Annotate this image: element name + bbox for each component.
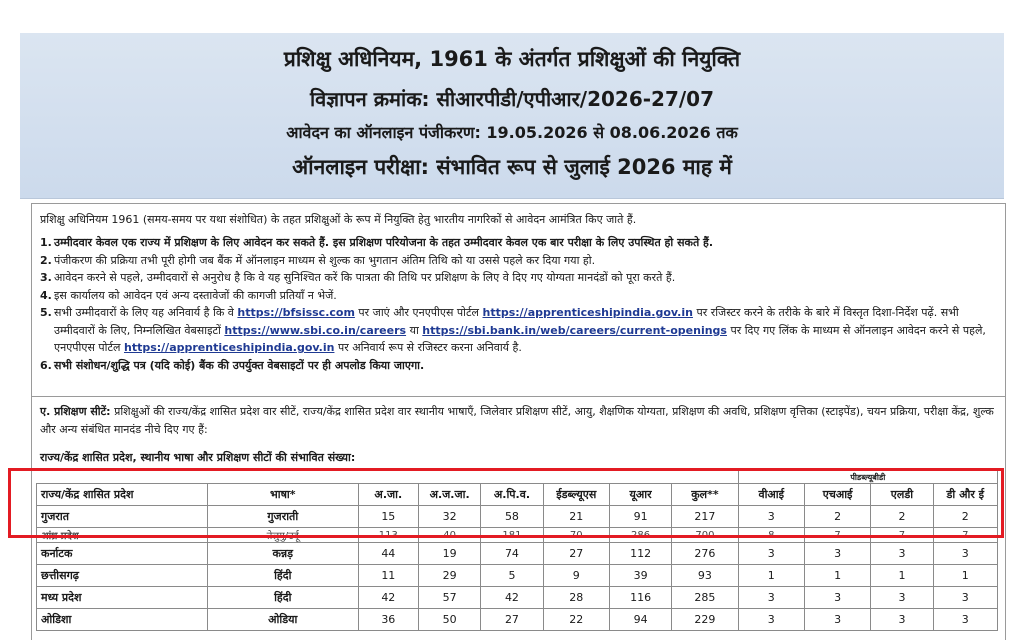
exam-schedule: ऑनलाइन परीक्षा: संभावित रूप से जुलाई 2026 माह में	[292, 155, 732, 179]
sbi-current-openings-link[interactable]: https://sbi.bank.in/web/careers/current-openings	[422, 323, 727, 337]
col-st: अ.ज.जा.	[418, 484, 480, 506]
bfsissc-link[interactable]: https://bfsissc.com	[237, 306, 355, 319]
table-row: कर्नाटक कन्नड़ 44 19 74 27 112 276 3 3 3 3	[37, 543, 998, 565]
col-total: कुल**	[672, 484, 738, 506]
naps-portal-link-2[interactable]: https://apprenticeshipindia.gov.in	[123, 341, 335, 354]
table-row: गुजरात गुजराती 15 32 58 21 91 217 3 2 2 2	[37, 506, 998, 528]
list-item: 3. आवेदन करने से पहले, उम्मीदवारों से अनुरोध है कि वे यह सुनिश्चित करें कि पात्रता की तिथि पर प्रशिक्षण के लिए वे दिए गए योग्यता मानदंडों को पूरा करते हैं.	[40, 271, 676, 284]
advertisement-number: विज्ञापन क्रमांक: सीआरपीडी/एपीआर/2026-27/07	[309, 87, 715, 111]
col-language: भाषा*	[207, 484, 358, 506]
sbi-careers-link[interactable]: https://www.sbi.co.in/careers	[224, 323, 407, 337]
table-row-partial: आंध्र प्रदेश तेलुगु/उर्दू 113 40 181 70 286 700 8 7 7 7	[37, 528, 998, 543]
naps-portal-link[interactable]: https://apprenticeshipindia.gov.in	[482, 306, 693, 319]
table-title: राज्य/केंद्र शासित प्रदेश, स्थानीय भाषा और प्रशिक्षण सीटों की संभावित संख्या:	[40, 451, 356, 464]
section-a: ए. प्रशिक्षण सीटें: प्रशिक्षुओं की राज्य/केंद्र शासित प्रदेश वार सीटें, राज्य/केंद्र शासित प्रदेश वार स्थानीय भाषाएँ, जिलेवार प्रशिक्षण सीटें, आयु, शैक्षणिक योग्यता, प्रशिक्षण की अवधि, प्रशिक्षण वृत्तिका (स्टाइपेंड), चयन प्रक्रिया, परीक्षा केंद्र, शुल्क और अन्य संबंधित मानदंड नीचे दिए गए हैं:	[40, 405, 994, 436]
col-vi: वीआई	[738, 484, 804, 506]
page-title: प्रशिक्षु अधिनियम, 1961 के अंतर्गत प्रशिक्षुओं की नियुक्ति	[283, 47, 741, 71]
list-item: 2. पंजीकरण की प्रक्रिया तभी पूरी होगी जब बैंक में ऑनलाइन माध्यम से शुल्क का भुगतान अंतिम तिथि को या उससे पहले कर दिया गया हो.	[40, 253, 596, 267]
table-row: मध्य प्रदेश हिंदी 42 57 42 28 116 285 3 3 3 3	[37, 587, 998, 609]
table-row: ओडिशा ओडिया 36 50 27 22 94 229 3 3 3 3	[37, 609, 998, 631]
table-row: छत्तीसगढ़ हिंदी 11 29 5 9 39 93 1 1 1 1	[37, 565, 998, 587]
list-item: 5. सभी उम्मीदवारों के लिए यह अनिवार्य है कि वे https://bfsissc.com पर जाएं और एनएपीएस पोर्टल https://apprenticeshipindia.gov.in पर रजिस्टर करने के तरीके के बारे में विस्तृत दिशा-निर्देश पढ़ें. सभी उम्मीदवारों के लिए, निम्नलिखित वेबसाइटों https://www.sbi.co.in/careers या https://sbi.bank.in/web/careers/current-openings पर दिए गए लिंक के माध्यम से ऑनलाइन आवेदन करने से पहले, एनएपीएस पोर्टल https://apprenticeshipindia.gov.in पर अनिवार्य रूप से रजिस्टर करना अनिवार्य है.	[40, 306, 986, 354]
divider	[32, 396, 1005, 397]
col-hi: एचआई	[804, 484, 870, 506]
col-die: डी और ई	[933, 484, 997, 506]
instructions-list	[40, 234, 995, 374]
seats-table	[36, 470, 998, 631]
col-ews: ईडब्ल्यूएस	[543, 484, 609, 506]
registration-dates: आवेदन का ऑनलाइन पंजीकरण: 19.05.2026 से 08.06.2026 तक	[286, 123, 738, 142]
list-item: 6. सभी संशोधन/शुद्धि पत्र (यदि कोई) बैंक की उपर्युक्त वेबसाइटों पर ही अपलोड किया जाएगा.	[40, 358, 425, 372]
col-sc: अ.जा.	[358, 484, 418, 506]
col-obc: अ.पि.व.	[481, 484, 543, 506]
pwbd-header: पीडब्ल्यूबीडी	[738, 471, 997, 484]
col-ur: यूआर	[609, 484, 671, 506]
list-item: 1. उम्मीदवार केवल एक राज्य में प्रशिक्षण के लिए आवेदन कर सकते हैं. इस प्रशिक्षण परियोजना के तहत उम्मीदवार केवल एक बार परीक्षा के लिए उपस्थित हो सकते हैं.	[40, 236, 714, 249]
header-banner	[20, 33, 1004, 199]
intro-text: प्रशिक्षु अधिनियम 1961 (समय-समय पर यथा संशोधित) के तहत प्रशिक्षुओं के रूप में नियुक्ति हेतु भारतीय नागरिकों से आवेदन आमंत्रित किए जाते हैं.	[40, 213, 637, 226]
list-item: 4. इस कार्यालय को आवेदन एवं अन्य दस्तावेजों की कागजी प्रतियाँ न भेजें.	[40, 288, 337, 302]
col-ld: एलडी	[871, 484, 933, 506]
col-state: राज्य/केंद्र शासित प्रदेश	[37, 484, 208, 506]
